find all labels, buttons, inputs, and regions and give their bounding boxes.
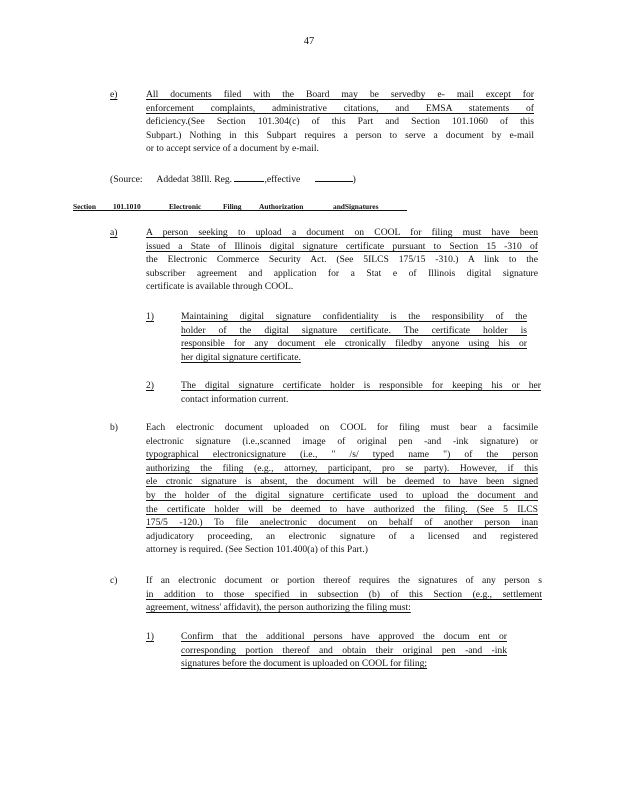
source-close: ) — [352, 174, 356, 185]
para-b-line: electronic signature (i.e.,scanned image of original pen -and -ink signature) or — [146, 435, 538, 447]
para-a-sub2-line: contact information current. — [181, 393, 289, 405]
para-e-line: deficiency.(See Section 101.304(c) of this Part and Section 101.1060 of this — [146, 116, 534, 128]
para-c-sub1-line: signatures before the document is uploaded on COOL for filing; — [181, 658, 428, 670]
para-e-line: Subpart.) Nothing in this Subpart requires a person to serve a document by e-mail — [146, 129, 534, 141]
para-a-label: a) — [110, 227, 118, 238]
para-c-line: in addition to those specified in subsection (b) of this Section (e.g., settlement — [146, 588, 542, 600]
para-e-text — [146, 88, 534, 156]
para-b-line: typographical electronicsignature (i.e., " /s/ typed name ") of the person — [146, 449, 538, 461]
para-e-line: All documents filed with the Board may be servedby e- mail except for — [146, 89, 534, 100]
para-c-line: agreement, witness' affidavit), the person authorizing the filing must: — [146, 602, 411, 614]
para-a-line: certificate is available through COOL. — [146, 281, 294, 293]
para-c-line: If an electronic document or portion thereof requires the signatures of any person s — [146, 575, 542, 586]
para-a-sub1-label: 1) — [146, 311, 154, 322]
section-heading-rule — [73, 210, 407, 211]
para-e-line: enforcement complaints, administrative citations, and EMSA statements of — [146, 102, 534, 114]
para-b-line: authorizing the filing (e.g., attorney, participant, pro se party). However, if this — [146, 462, 538, 474]
para-b-line: attorney is required. (See Section 101.400(a) of this Part.) — [146, 544, 368, 556]
source-blank-reg — [234, 172, 264, 182]
para-b-line: ele ctronic signature is absent, the document will be deemed to have been signed — [146, 476, 538, 488]
para-c-sub1-line: Confirm that the additional persons have approved the docum ent or — [181, 631, 507, 642]
para-c-text — [146, 574, 542, 615]
para-b-label: b) — [110, 422, 118, 433]
source-label: (Source: — [110, 174, 143, 185]
para-a-sub2-text — [181, 379, 541, 406]
section-word-electronic: Electronic — [169, 202, 202, 211]
source-added: Addedat 38Ill. Reg. — [156, 174, 233, 185]
para-a-sub2-label: 2) — [146, 380, 154, 391]
para-b-line: Each electronic document uploaded on COOL for filing must bear a facsimile — [146, 422, 538, 433]
para-a-text — [146, 226, 538, 294]
para-a-line: subscriber agreement and application for a Stat e of Illinois digital signature — [146, 267, 538, 279]
para-c-sub1-line: corresponding portion thereof and obtain their original pen -and -ink — [181, 644, 507, 656]
section-word-filing: Filing — [223, 202, 242, 211]
para-a-line: A person seeking to upload a document on COOL for filing must have been — [146, 227, 538, 238]
source-note — [110, 172, 410, 187]
para-b-line: adjudicatory proceeding, an electronic signature of a licensed and registered — [146, 530, 538, 542]
para-c-sub1-label: 1) — [146, 631, 154, 642]
para-a-sub1-line: her digital signature certificate. — [181, 351, 301, 363]
section-word: Section — [73, 202, 96, 211]
para-a-sub1-line: Maintaining digital signature confidentiality is the responsibility of the — [181, 311, 527, 322]
para-c-sub1-text — [181, 630, 507, 671]
para-a-sub2-line: The digital signature certificate holder is responsible for keeping his or her — [181, 380, 541, 391]
para-b-line: the certificate holder will be deemed to have authorized the filing. (See 5 ILCS — [146, 503, 538, 515]
section-word-signatures: andSignatures — [333, 202, 379, 211]
para-b-line: by the holder of the digital signature certificate used to upload the document and — [146, 489, 538, 501]
para-a-line: the Electronic Commerce Security Act. (See 5ILCS 175/15 -310.) A link to the — [146, 254, 538, 266]
section-number: 101.1010 — [113, 202, 141, 211]
para-b-line: 175/5 -120.) To file anelectronic document on behalf of another person inan — [146, 517, 538, 529]
para-a-line: issued a State of Illinois digital signature certificate pursuant to Section 15 -310 of — [146, 240, 538, 252]
para-a-sub1-line: responsible for any document ele ctronically filedby anyone using his or — [181, 338, 527, 350]
para-e-line: or to accept service of a document by e-mail. — [146, 143, 319, 155]
source-blank-effective — [315, 172, 353, 182]
source-effective: ,effective — [264, 174, 301, 185]
para-a-sub1-text — [181, 310, 527, 364]
para-b-text — [146, 421, 538, 557]
page-number: 47 — [303, 36, 315, 47]
para-c-label: c) — [110, 575, 118, 586]
para-e-label: e) — [110, 89, 118, 100]
para-a-sub1-line: holder of the digital signature certificate. The certificate holder is — [181, 324, 527, 336]
section-word-authorization: Authorization — [259, 202, 304, 211]
